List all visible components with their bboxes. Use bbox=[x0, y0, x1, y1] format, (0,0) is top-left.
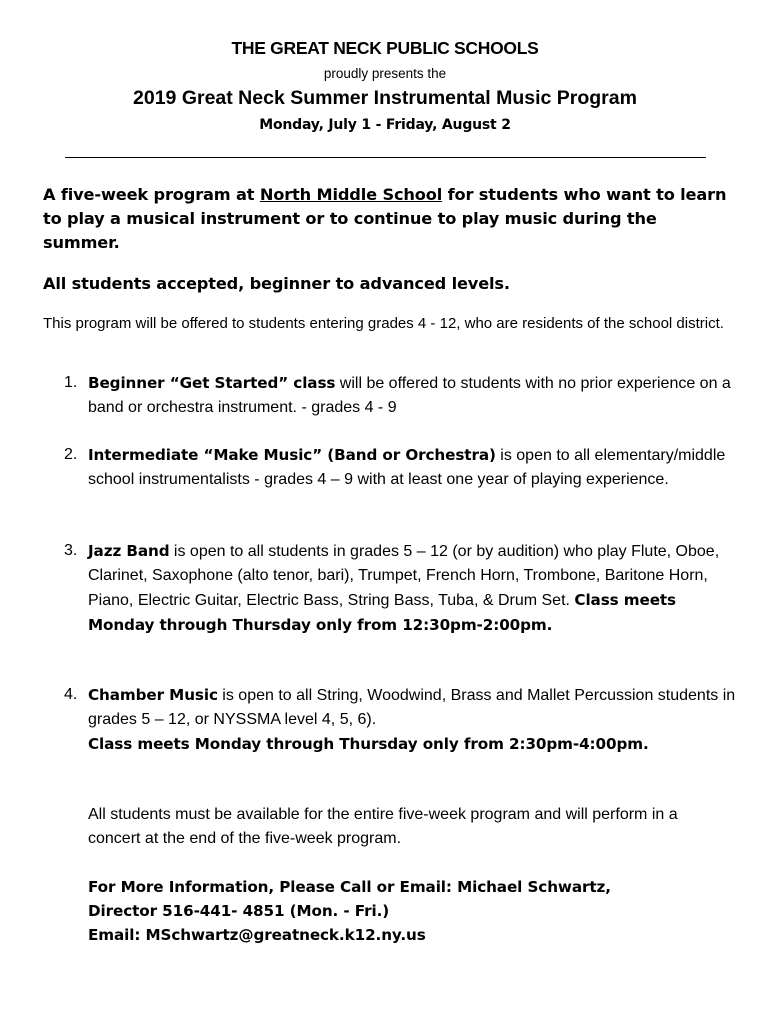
list-number: 3. bbox=[64, 542, 78, 559]
availability-note: All students must be available for the entire five-week program and will perform in a concert at the end of the five-week program. bbox=[88, 806, 678, 847]
presents-line: proudly presents the bbox=[323, 66, 447, 81]
list-item-beginner bbox=[88, 371, 738, 420]
contact-info bbox=[88, 875, 728, 947]
acceptance-statement: All students accepted, beginner to advanced levels. bbox=[43, 274, 510, 293]
item-title: Chamber Music bbox=[88, 686, 218, 704]
intro-text-pre: A five-week program at bbox=[43, 185, 260, 204]
intro-text-post: for students who want to learn to play a musical instrument or to continue to play music during the summer. bbox=[43, 185, 727, 252]
school-location: North Middle School bbox=[259, 185, 443, 204]
contact-line-name: For More Information, Please Call or Email: Michael Schwartz, bbox=[88, 878, 611, 896]
list-number: 2. bbox=[64, 446, 78, 463]
item-title: Jazz Band bbox=[88, 542, 170, 560]
list-item-intermediate bbox=[88, 443, 738, 492]
list-number: 1. bbox=[64, 374, 78, 391]
contact-line-email: Email: MSchwartz@greatneck.k12.ny.us bbox=[88, 926, 426, 944]
intro-paragraph bbox=[43, 183, 733, 255]
item-text: is open to all students in grades 5 – 12 (or by audition) who play Flute, Oboe, Clarinet, Saxophone (alto tenor, bari), Trumpet, French Horn, Trombone, Baritone Horn, Piano, Electric Guitar, Electric Bass, String Bass, Tuba, & Drum Set. bbox=[88, 543, 720, 609]
item-text: is open to all elementary/middle school instrumentalists - grades 4 – 9 with at least one year of playing experience. bbox=[88, 447, 726, 488]
item-schedule: Class meets Monday through Thursday only from 12:30pm-2:00pm. bbox=[88, 591, 676, 634]
contact-line-phone: Director 516-441- 4851 (Mon. - Fri.) bbox=[88, 902, 390, 920]
list-number: 4. bbox=[64, 686, 78, 703]
header-divider bbox=[65, 157, 706, 158]
list-item-chamber-music bbox=[88, 683, 738, 756]
item-text: will be offered to students with no prior experience on a band or orchestra instrument. - grades 4 - 9 bbox=[88, 375, 731, 416]
program-title: 2019 Great Neck Summer Instrumental Music Program bbox=[133, 87, 637, 109]
item-title: Intermediate “Make Music” (Band or Orchestra) bbox=[88, 446, 496, 464]
school-name-heading: THE GREAT NECK PUBLIC SCHOOLS bbox=[231, 38, 539, 58]
item-schedule: Class meets Monday through Thursday only from 2:30pm-4:00pm. bbox=[88, 735, 649, 753]
item-text: is open to all String, Woodwind, Brass and Mallet Percussion students in grades 5 – 12, or NYSSMA level 4, 5, 6). bbox=[88, 687, 736, 728]
item-title: Beginner “Get Started” class bbox=[88, 374, 336, 392]
program-dates: Monday, July 1 - Friday, August 2 bbox=[259, 117, 511, 133]
list-item-jazz-band bbox=[88, 539, 738, 638]
eligibility-paragraph: This program will be offered to students entering grades 4 - 12, who are residents of the school district. bbox=[43, 315, 724, 332]
